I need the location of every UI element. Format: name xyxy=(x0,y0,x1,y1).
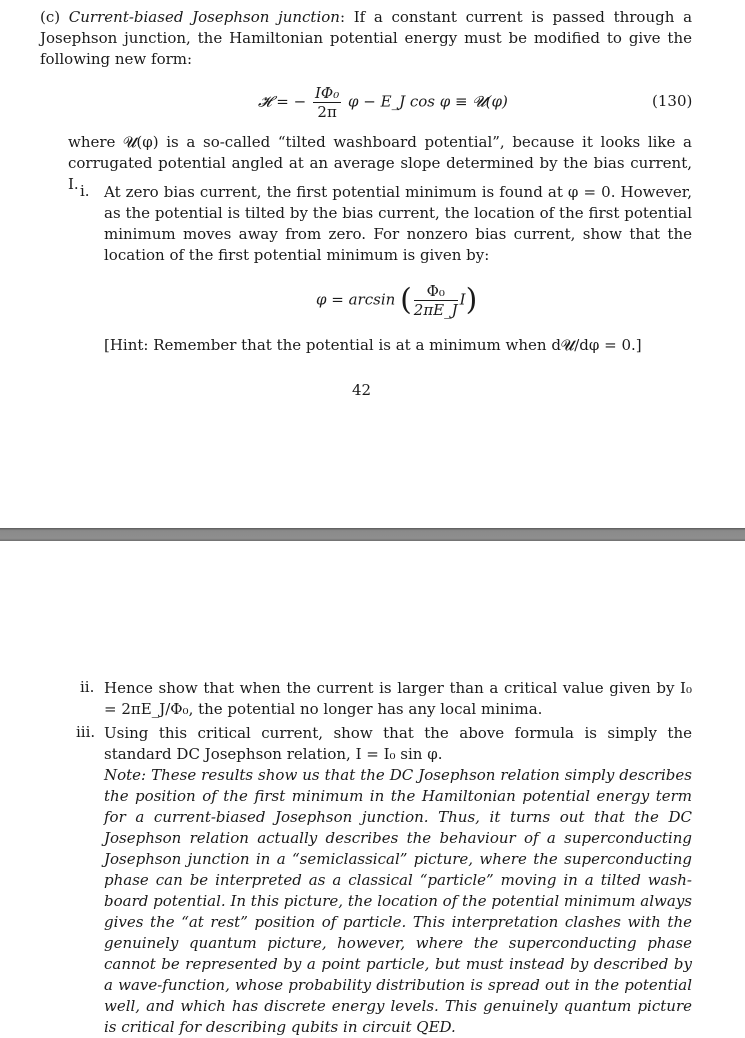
item-iii-note: Note: These results show us that the DC Josephson relation simply describes the position of the first minimum in the Hamiltonian potential energy term for a current-biased Josephson junction. Thus, it turns out that the DC Josephson relation actually describes the behaviour of a superconducting Josephson junction in a “semiclassical” picture, where the superconducting phase can be interpreted as a classical “particle” moving in a tilted wash-board potential. In this picture, the location of the potential minimum always gives the “at rest” position of particle. This interpretation clashes with the genuinely quantum picture, however, where the superconducting phase cannot be represented by a point particle, but must instead by described by a wave-function, whose probability distribution is spread out in the potential well, and which has discrete energy levels. This genuinely quantum picture is critical for describing qubits in circuit QED. xyxy=(104,766,692,1036)
eq130-rest: φ − E_J cos φ ≡ 𝓤(φ) xyxy=(348,92,508,111)
left-paren: ( xyxy=(400,282,412,318)
eq130-fraction xyxy=(313,84,341,121)
right-paren: ) xyxy=(465,282,478,318)
arcsin-lhs: φ = arcsin xyxy=(316,290,396,309)
item-iii-text xyxy=(104,723,692,1038)
item-ii-label: ii. xyxy=(80,678,95,696)
item-i-label: i. xyxy=(80,182,90,200)
arcsin-frac-den: 2πE_J xyxy=(413,301,458,319)
item-ii-text: Hence show that when the current is larger than a critical value given by I₀ = 2πE_J/Φ₀, the potential no longer has any local minima. xyxy=(104,679,692,718)
part-c-paragraph: (c) Current-biased Josephson junction: If a constant current is passed through a Josephson junction, the Hamiltonian potential energy must be modified to give the following new form: xyxy=(40,8,693,68)
arcsin-equation xyxy=(316,282,477,319)
page-43 xyxy=(0,541,745,1036)
page-separator xyxy=(0,528,745,541)
item-i-text: At zero bias current, the first potential minimum is found at φ = 0. However, as the potential is tilted by the bias current, the location of the first potential minimum moves away from zero. For nonzero bias current, show that the location of the first potential minimum is given by: xyxy=(104,183,692,264)
part-c-title: Current-biased Josephson junction xyxy=(68,8,340,26)
equation-130 xyxy=(258,84,508,121)
washboard-paragraph: where 𝓤(φ) is a so-called “tilted washboard potential”, because it looks like a corrugated potential angled at an average slope determined by the bias current, I. xyxy=(68,133,692,193)
arcsin-tail: I xyxy=(459,290,466,309)
item-iii-body: Using this critical current, show that the above formula is simply the standard DC Josephson relation, I = I₀ sin φ. xyxy=(104,724,692,763)
part-c-intro: If a constant current is passed through a Josephson junction, the Hamiltonian potential energy must be modified to give the following new form: xyxy=(40,8,693,68)
page-number: 42 xyxy=(352,381,372,399)
item-iii-label: iii. xyxy=(76,723,96,741)
part-c-label: (c) xyxy=(40,8,61,26)
equation-number: (130) xyxy=(652,92,693,110)
eq130-frac-num: IΦ₀ xyxy=(314,84,340,102)
eq130-frac-den: 2π xyxy=(317,103,337,121)
arcsin-frac-num: Φ₀ xyxy=(414,282,458,301)
arcsin-fraction xyxy=(414,282,458,319)
eq130-lhs: 𝓗 = − xyxy=(258,92,307,111)
hint-text: [Hint: Remember that the potential is at a minimum when d𝓤/dφ = 0.] xyxy=(104,336,642,354)
